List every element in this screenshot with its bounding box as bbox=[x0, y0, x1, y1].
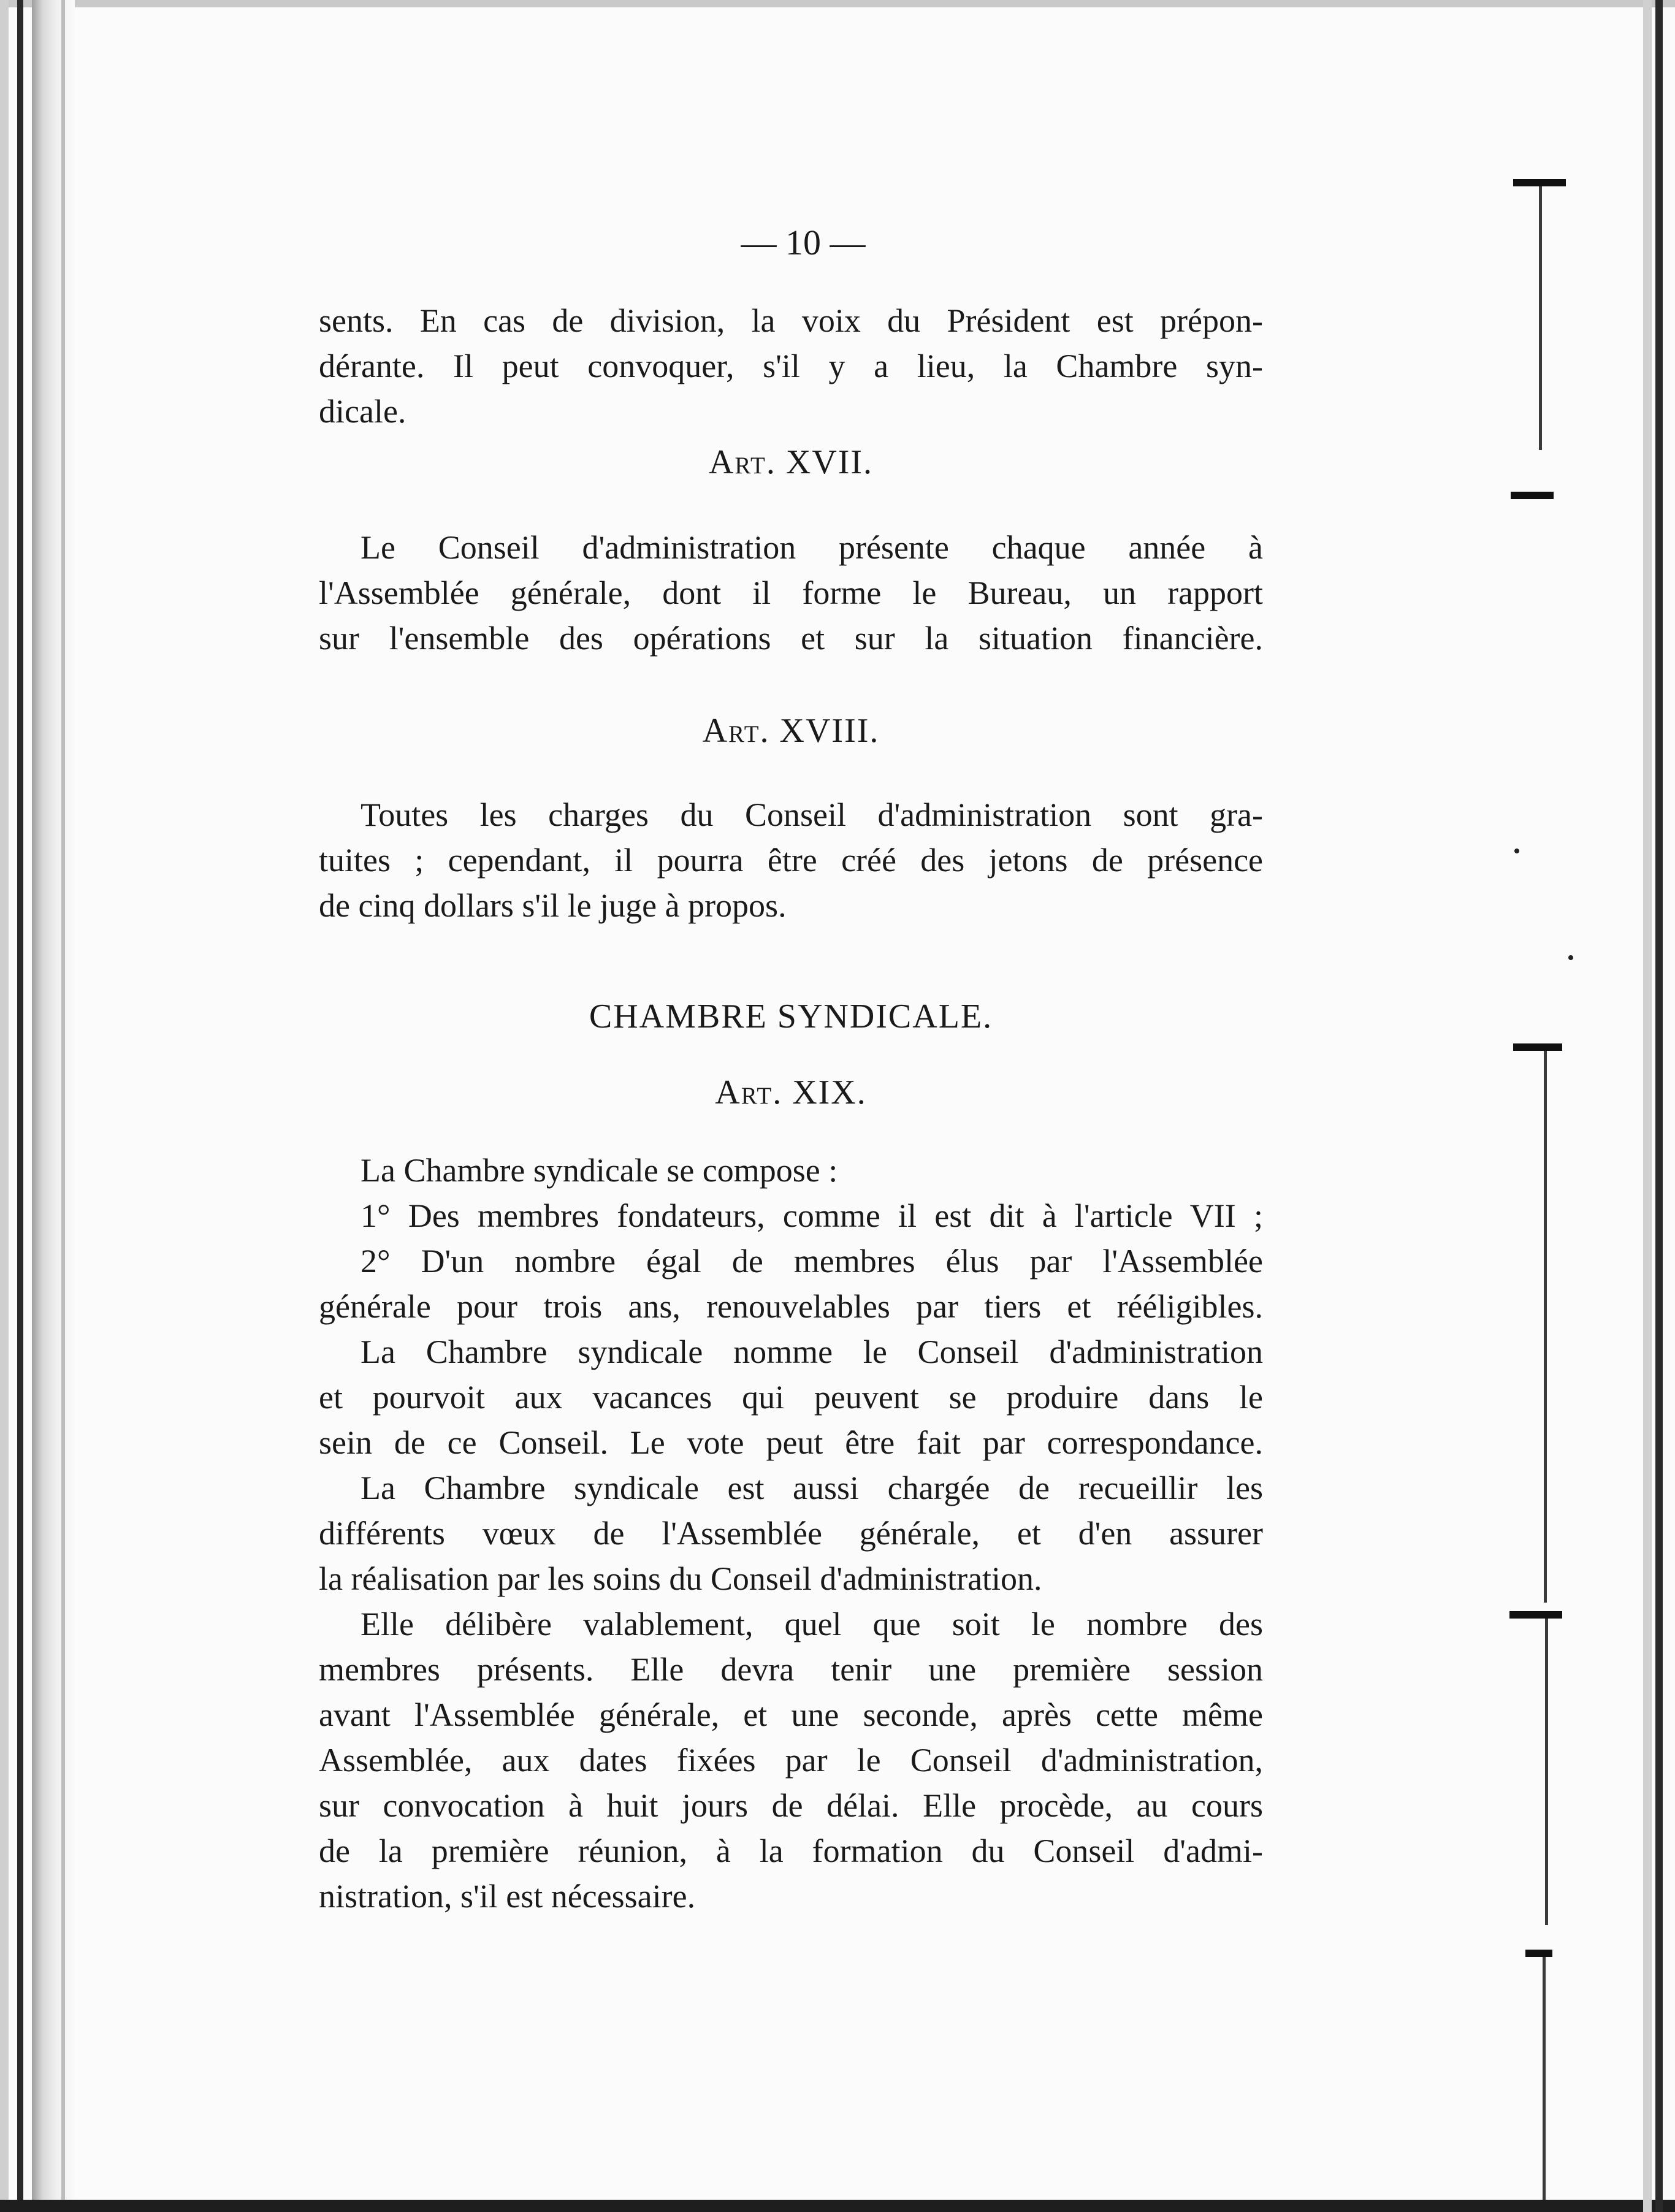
text-line: et pourvoit aux vacances qui peuvent se produire dans le bbox=[319, 1379, 1263, 1416]
scan-right-edge-light bbox=[1643, 0, 1652, 2212]
binding-thread bbox=[1543, 1957, 1546, 2200]
text-line: avant l'Assemblée générale, et une seconde, après cette même bbox=[319, 1696, 1263, 1733]
text-line: Le Conseil d'administration présente chaque année à bbox=[361, 529, 1263, 566]
text-line: de la première réunion, à la formation du Conseil d'admi- bbox=[319, 1833, 1263, 1869]
scan-top-edge bbox=[0, 0, 1675, 7]
text-line: sents. En cas de division, la voix du Président est prépon- bbox=[319, 302, 1263, 339]
binding-stitch-mark bbox=[1513, 179, 1566, 186]
text-line: différents vœux de l'Assemblée générale, et d'en assurer bbox=[319, 1515, 1263, 1552]
scan-left-edge-dark bbox=[17, 0, 23, 2212]
text-line: sur convocation à huit jours de délai. Elle procède, au cours bbox=[319, 1787, 1263, 1824]
binding-hole bbox=[1514, 849, 1519, 853]
binding-stitch-mark bbox=[1525, 1950, 1552, 1957]
binding-thread bbox=[1539, 186, 1542, 450]
text-line: la réalisation par les soins du Conseil d'administration. bbox=[319, 1560, 1042, 1597]
intro-paragraph bbox=[319, 298, 1263, 434]
binding-stitch-mark bbox=[1509, 1611, 1562, 1619]
scan-bottom-edge bbox=[0, 2200, 1675, 2212]
text-line: Assemblée, aux dates fixées par le Conseil d'administration, bbox=[319, 1742, 1263, 1779]
text-line: membres présents. Elle devra tenir une première session bbox=[319, 1651, 1263, 1688]
text-line: Toutes les charges du Conseil d'administration sont gra- bbox=[361, 796, 1263, 833]
text-line: dérante. Il peut convoquer, s'il y a lieu, la Chambre syn- bbox=[319, 348, 1263, 384]
text-line: tuites ; cependant, il pourra être créé des jetons de présence bbox=[319, 842, 1263, 879]
article-xix-heading: Art. XIX. bbox=[715, 1074, 867, 1112]
binding-stitch-mark bbox=[1511, 492, 1554, 499]
text-line: La Chambre syndicale nomme le Conseil d'administration bbox=[361, 1333, 1263, 1370]
text-line: La Chambre syndicale est aussi chargée de recueillir les bbox=[361, 1470, 1263, 1506]
article-xviii-paragraph bbox=[319, 792, 1263, 928]
page-number: — 10 — bbox=[741, 223, 866, 262]
binding-thread bbox=[1544, 1051, 1547, 1603]
scan-left-edge bbox=[0, 0, 9, 2212]
page-gutter-line bbox=[61, 0, 65, 2212]
scan-right-edge-dark bbox=[1655, 0, 1663, 2212]
article-xviii-heading: Art. XVIII. bbox=[702, 712, 880, 750]
text-line: sein de ce Conseil. Le vote peut être fait par correspondance. bbox=[319, 1424, 1263, 1461]
text-line: La Chambre syndicale se compose : bbox=[361, 1152, 838, 1189]
article-xvii-paragraph bbox=[319, 525, 1263, 661]
binding-hole bbox=[1568, 955, 1573, 960]
article-xvii-heading: Art. XVII. bbox=[708, 443, 874, 481]
article-xix-paragraph bbox=[319, 1148, 1263, 1919]
text-line: générale pour trois ans, renouvelables par tiers et rééligibles. bbox=[319, 1288, 1263, 1325]
text-line: nistration, s'il est nécessaire. bbox=[319, 1878, 696, 1915]
binding-stitch-mark bbox=[1513, 1043, 1562, 1051]
text-line: 2° D'un nombre égal de membres élus par l'Assemblée bbox=[361, 1243, 1263, 1280]
text-line: de cinq dollars s'il le juge à propos. bbox=[319, 887, 787, 924]
text-line: 1° Des membres fondateurs, comme il est dit à l'article VII ; bbox=[361, 1197, 1263, 1234]
page-gutter-shadow bbox=[32, 0, 75, 2212]
text-line: Elle délibère valablement, quel que soit le nombre des bbox=[361, 1606, 1263, 1642]
text-line: dicale. bbox=[319, 393, 406, 430]
binding-thread bbox=[1545, 1619, 1548, 1925]
section-title: CHAMBRE SYNDICALE. bbox=[589, 997, 993, 1035]
text-line: sur l'ensemble des opérations et sur la situation financière. bbox=[319, 620, 1263, 657]
text-line: l'Assemblée générale, dont il forme le Bureau, un rapport bbox=[319, 574, 1263, 611]
